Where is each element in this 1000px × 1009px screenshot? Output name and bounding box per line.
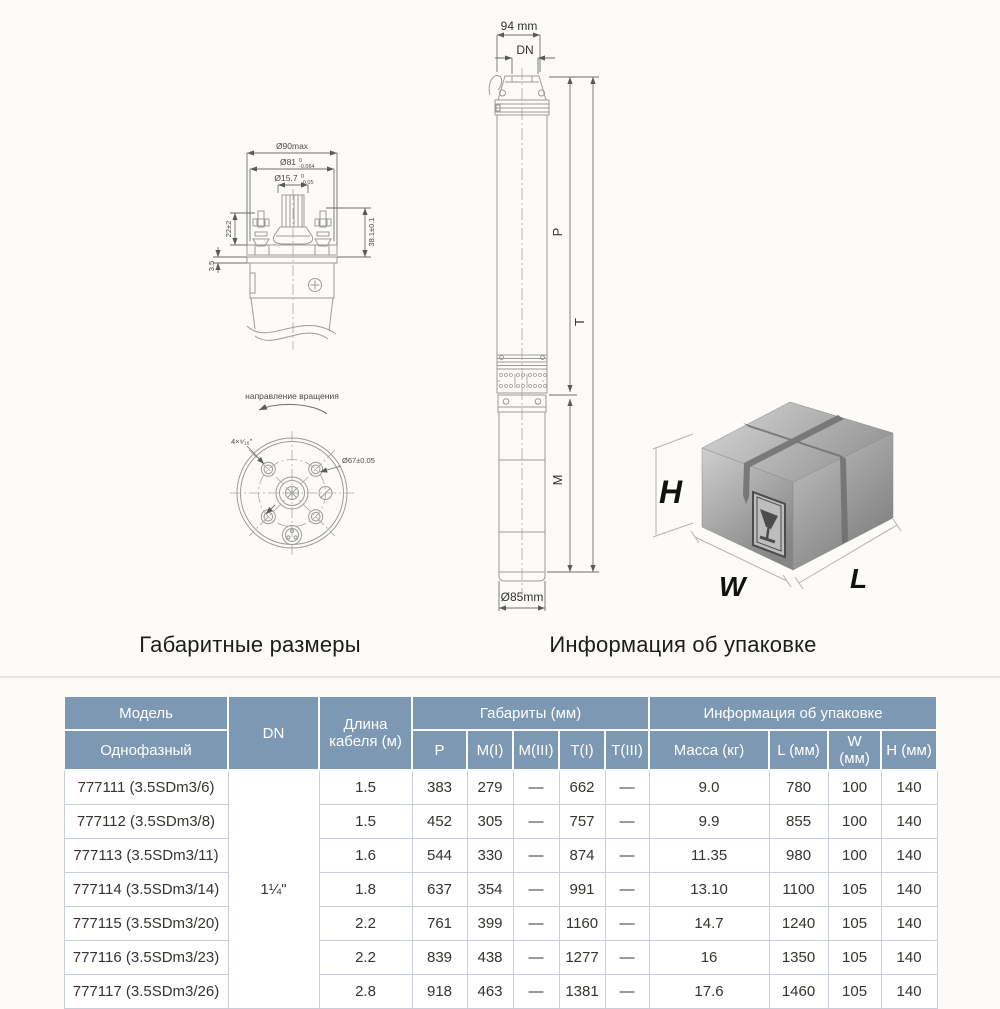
box-label-h: H — [659, 474, 683, 510]
cell-h: 140 — [881, 975, 937, 1009]
cell-p: 544 — [412, 839, 467, 873]
header-col-l: L (мм) — [769, 730, 828, 770]
cell-m1: 279 — [467, 770, 513, 805]
cell-p: 839 — [412, 941, 467, 975]
cell-cable: 1.6 — [319, 839, 412, 873]
cell-mass: 9.0 — [649, 770, 769, 805]
cell-model: 777117 (3.5SDm3/26) — [64, 975, 228, 1009]
header-dn: DN — [228, 696, 319, 770]
dimensions-section-title: Габаритные размеры — [139, 632, 361, 657]
cell-l: 1240 — [769, 907, 828, 941]
cell-h: 140 — [881, 839, 937, 873]
cell-cable: 1.5 — [319, 805, 412, 839]
cell-w: 105 — [828, 873, 881, 907]
cell-w: 105 — [828, 941, 881, 975]
cell-mass: 17.6 — [649, 975, 769, 1009]
svg-text:-0.05: -0.05 — [301, 180, 314, 186]
header-col-mass: Масса (кг) — [649, 730, 769, 770]
header-single-phase: Однофазный — [64, 730, 228, 770]
svg-text:0: 0 — [299, 158, 303, 164]
table-row — [64, 975, 937, 1009]
cell-t3: — — [605, 975, 649, 1009]
cell-cable: 2.2 — [319, 907, 412, 941]
rotation-direction-label: направление вращения — [245, 391, 339, 401]
flange-centerlines — [230, 431, 354, 555]
cell-model: 777116 (3.5SDm3/23) — [64, 941, 228, 975]
cell-m1: 438 — [467, 941, 513, 975]
cell-mass: 9.9 — [649, 805, 769, 839]
package-box-illustration — [645, 385, 955, 620]
header-cable-length: Длина кабеля (м) — [319, 696, 412, 770]
cell-w: 100 — [828, 805, 881, 839]
cell-p: 452 — [412, 805, 467, 839]
box-label-w: W — [719, 571, 746, 602]
cell-m3: — — [513, 941, 559, 975]
dim-label-t: T — [572, 318, 587, 326]
cell-m3: — — [513, 839, 559, 873]
dim-label-m: M — [550, 474, 565, 486]
pump-cross-section-drawing — [185, 115, 425, 585]
cell-h: 140 — [881, 941, 937, 975]
cell-mass: 14.7 — [649, 907, 769, 941]
table-row — [64, 839, 937, 873]
cell-l: 1460 — [769, 975, 828, 1009]
header-dimensions-group: Габариты (мм) — [412, 696, 649, 730]
cell-w: 105 — [828, 907, 881, 941]
dim-label-p: P — [550, 227, 565, 237]
dim-label-d157: Ø15.7 — [274, 173, 298, 183]
cell-cable: 2.8 — [319, 975, 412, 1009]
cell-model: 777114 (3.5SDm3/14) — [64, 873, 228, 907]
cell-t1: 1277 — [559, 941, 605, 975]
cell-h: 140 — [881, 770, 937, 805]
dim-label-d81: Ø81 — [279, 157, 297, 167]
cell-l: 980 — [769, 839, 828, 873]
cell-m1: 305 — [467, 805, 513, 839]
dim-label-holes: 4×⁹⁄₁₆" — [231, 437, 253, 446]
cell-m3: — — [513, 805, 559, 839]
cell-m3: — — [513, 907, 559, 941]
cell-w: 100 — [828, 839, 881, 873]
header-col-m3: M(III) — [513, 730, 559, 770]
cell-l: 780 — [769, 770, 828, 805]
cell-t3: — — [605, 907, 649, 941]
cell-model: 777113 (3.5SDm3/11) — [64, 839, 228, 873]
cell-p: 637 — [412, 873, 467, 907]
cell-t3: — — [605, 770, 649, 805]
dim-label-22: 22±2 — [224, 220, 233, 238]
table-row — [64, 941, 937, 975]
dim-label-94mm: 94 mm — [500, 19, 538, 33]
cell-cable: 1.5 — [319, 770, 412, 805]
cell-mass: 13.10 — [649, 873, 769, 907]
cell-w: 105 — [828, 975, 881, 1009]
cell-cable: 2.2 — [319, 941, 412, 975]
suction-screen-holes — [499, 374, 547, 389]
header-col-t1: T(I) — [559, 730, 605, 770]
cell-m1: 463 — [467, 975, 513, 1009]
section-divider — [0, 676, 1000, 678]
dim-label-dn: DN — [516, 43, 534, 57]
dim-label-d67: Ø67±0.05 — [342, 456, 375, 465]
cell-w: 100 — [828, 770, 881, 805]
header-col-w: W (мм) — [828, 730, 881, 770]
cell-l: 1350 — [769, 941, 828, 975]
header-col-p: P — [412, 730, 467, 770]
cell-m3: — — [513, 873, 559, 907]
cell-t1: 1381 — [559, 975, 605, 1009]
header-model: Модель — [64, 696, 228, 730]
table-row — [64, 805, 937, 839]
cell-p: 761 — [412, 907, 467, 941]
cell-model: 777115 (3.5SDm3/20) — [64, 907, 228, 941]
spec-table — [63, 695, 938, 1009]
cell-h: 140 — [881, 805, 937, 839]
cell-mass: 11.35 — [649, 839, 769, 873]
svg-text:-0.064: -0.064 — [299, 164, 315, 170]
header-packaging-group: Информация об упаковке — [649, 696, 937, 730]
packaging-section-title: Информация об упаковке — [549, 632, 817, 657]
cell-mass: 16 — [649, 941, 769, 975]
box-label-l: L — [850, 563, 868, 594]
table-row — [64, 907, 937, 941]
svg-text:0: 0 — [301, 174, 305, 180]
cell-model: 777112 (3.5SDm3/8) — [64, 805, 228, 839]
cell-t1: 757 — [559, 805, 605, 839]
table-row — [64, 873, 937, 907]
cell-m1: 354 — [467, 873, 513, 907]
cell-h: 140 — [881, 907, 937, 941]
cell-cable: 1.8 — [319, 873, 412, 907]
cell-t3: — — [605, 839, 649, 873]
header-col-t3: T(III) — [605, 730, 649, 770]
cell-t1: 991 — [559, 873, 605, 907]
rotation-arrow — [259, 404, 327, 414]
cell-t1: 874 — [559, 839, 605, 873]
cell-t3: — — [605, 873, 649, 907]
table-row — [64, 770, 937, 805]
cell-dn: 1¼" — [228, 770, 319, 1009]
cell-l: 1100 — [769, 873, 828, 907]
fragile-symbol — [753, 492, 785, 557]
cell-l: 855 — [769, 805, 828, 839]
dim-label-381: 38.1±0.1 — [367, 217, 376, 247]
dim-label-d90: Ø90max — [275, 141, 309, 151]
cell-p: 383 — [412, 770, 467, 805]
header-col-h: H (мм) — [881, 730, 937, 770]
pump-profile-drawing — [435, 10, 665, 622]
dim-label-35: 3.5 — [207, 260, 216, 272]
dim-label-d85: Ø85mm — [500, 590, 544, 604]
cell-t3: — — [605, 941, 649, 975]
pump-body-outline — [489, 75, 549, 581]
header-col-m1: M(I) — [467, 730, 513, 770]
cell-h: 140 — [881, 873, 937, 907]
cell-t1: 1160 — [559, 907, 605, 941]
cell-m1: 399 — [467, 907, 513, 941]
cell-m3: — — [513, 975, 559, 1009]
cell-m1: 330 — [467, 839, 513, 873]
cell-p: 918 — [412, 975, 467, 1009]
cell-t1: 662 — [559, 770, 605, 805]
cell-m3: — — [513, 770, 559, 805]
cell-model: 777111 (3.5SDm3/6) — [64, 770, 228, 805]
cell-t3: — — [605, 805, 649, 839]
